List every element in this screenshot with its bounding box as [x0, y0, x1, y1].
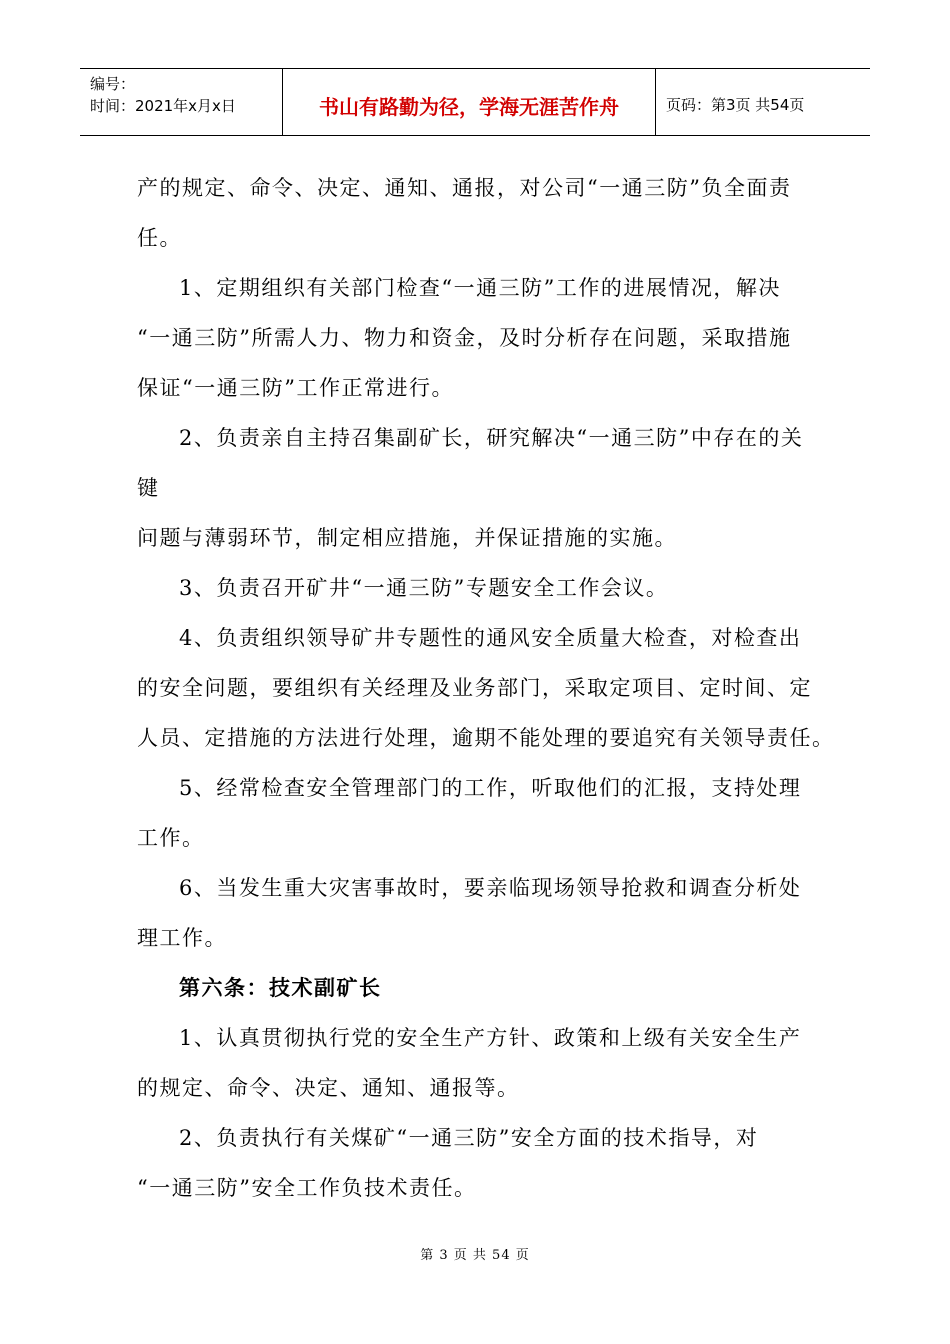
- text-line: 的安全问题，要组织有关经理及业务部门，采取定项目、定时间、定: [137, 676, 812, 700]
- text-line: 3、负责召开矿井“一通三防”专题安全工作会议。: [179, 576, 669, 600]
- text-line: 人员、定措施的方法进行处理，逾期不能处理的要追究有关领导责任。: [137, 726, 835, 750]
- text-line: 理工作。: [137, 926, 227, 950]
- text-line: 1、定期组织有关部门检查“一通三防”工作的进展情况，解决: [179, 276, 781, 300]
- page-footer: 第 3 页 共 54 页: [420, 1248, 530, 1263]
- text-line: 4、负责组织领导矿井专题性的通风安全质量大检查，对检查出: [179, 626, 802, 650]
- text-line: 2、负责执行有关煤矿“一通三防”安全方面的技术指导，对: [179, 1126, 759, 1150]
- text-line: “一通三防”安全工作负技术责任。: [137, 1176, 477, 1200]
- text-line: 工作。: [137, 826, 205, 850]
- header-motto: 书山有路勤为径，学海无涯苦作舟: [283, 69, 656, 135]
- text-line: 键: [137, 476, 160, 500]
- header-page-info: 页码：第3页 共54页: [666, 95, 805, 114]
- section-heading: 第六条：技术副矿长: [179, 976, 382, 1000]
- text-line: 6、当发生重大灾害事故时，要亲临现场领导抢救和调查分析处: [179, 876, 802, 900]
- document-body: [137, 163, 835, 1213]
- text-line: 的规定、命令、决定、通知、通报等。: [137, 1076, 520, 1100]
- document-number-label: 编号：: [90, 75, 136, 93]
- text-line: 2、负责亲自主持召集副矿长，研究解决“一通三防”中存在的关: [179, 426, 804, 450]
- document-date-label: 时间：2021年x月x日: [90, 97, 236, 115]
- page-header: [80, 68, 870, 136]
- text-line: 问题与薄弱环节，制定相应措施，并保证措施的实施。: [137, 526, 677, 550]
- header-meta-cell: [80, 69, 283, 135]
- text-line: 产的规定、命令、决定、通知、通报，对公司“一通三防”负全面责: [137, 176, 792, 200]
- text-line: 保证“一通三防”工作正常进行。: [137, 376, 454, 400]
- text-line: 1、认真贯彻执行党的安全生产方针、政策和上级有关安全生产: [179, 1026, 802, 1050]
- text-line: 5、经常检查安全管理部门的工作，听取他们的汇报，支持处理: [179, 776, 802, 800]
- text-line: “一通三防”所需人力、物力和资金，及时分析存在问题，采取措施: [137, 326, 792, 350]
- text-line: 任。: [137, 226, 182, 250]
